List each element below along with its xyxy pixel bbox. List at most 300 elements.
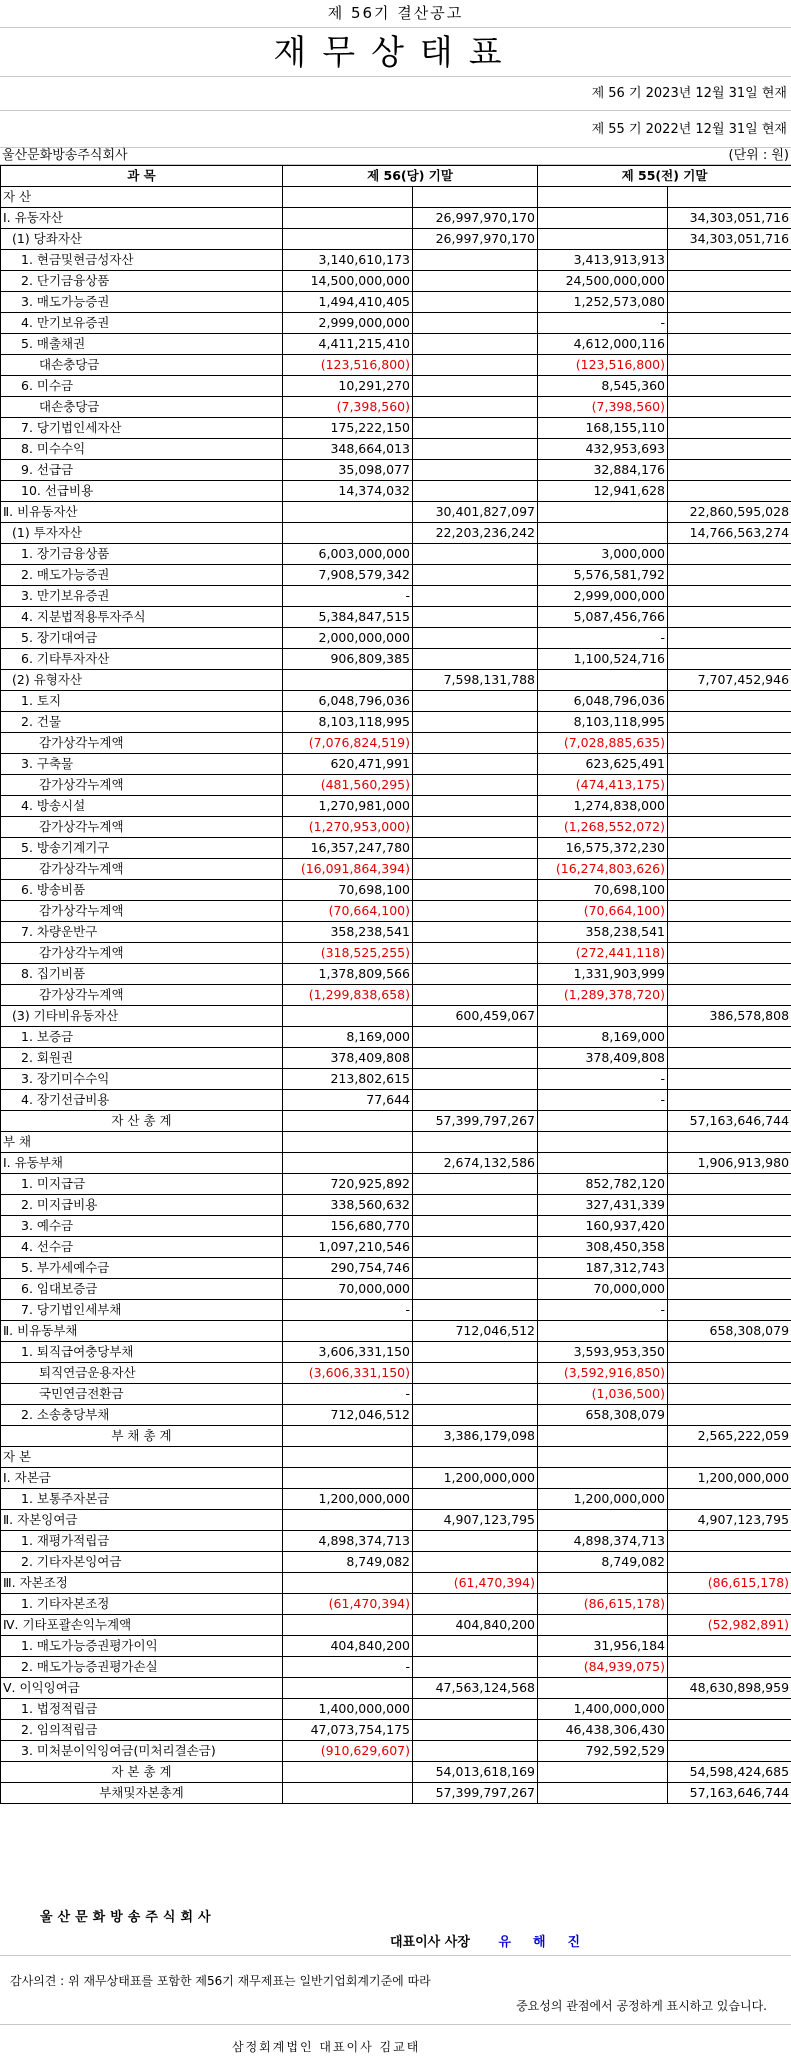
table-row <box>1 712 791 733</box>
amount-cell: 8,749,082 <box>283 1552 413 1573</box>
table-row <box>1 1552 791 1573</box>
amount-cell: - <box>538 1300 668 1321</box>
table-row <box>1 481 791 502</box>
amount-cell <box>413 1363 538 1384</box>
amount-cell: 3,386,179,098 <box>413 1426 538 1447</box>
amount-cell <box>413 922 538 943</box>
amount-cell: 386,578,808 <box>668 1006 791 1027</box>
account-cell: 1. 퇴직급여충당부채 <box>1 1342 283 1363</box>
amount-cell: (1,270,953,000) <box>283 817 413 838</box>
account-cell: 감가상각누계액 <box>1 733 283 754</box>
amount-cell <box>538 208 668 229</box>
amount-cell: 1,400,000,000 <box>538 1699 668 1720</box>
account-cell: 6. 방송비품 <box>1 880 283 901</box>
amount-cell <box>538 1132 668 1153</box>
account-cell: 10. 선급비용 <box>1 481 283 502</box>
table-row <box>1 1048 791 1069</box>
amount-cell: 14,766,563,274 <box>668 523 791 544</box>
amount-cell <box>668 1027 791 1048</box>
table-row <box>1 1741 791 1762</box>
account-cell: (1) 당좌자산 <box>1 229 283 250</box>
amount-cell: (61,470,394) <box>413 1573 538 1594</box>
amount-cell: (16,274,803,626) <box>538 859 668 880</box>
table-row <box>1 1090 791 1111</box>
account-cell: 3. 만기보유증권 <box>1 586 283 607</box>
amount-cell <box>668 712 791 733</box>
amount-cell <box>668 1552 791 1573</box>
amount-cell: 16,357,247,780 <box>283 838 413 859</box>
account-cell: 자 산 <box>1 187 283 208</box>
amount-cell <box>413 943 538 964</box>
account-cell: 5. 매출채권 <box>1 334 283 355</box>
amount-cell <box>668 586 791 607</box>
amount-cell: - <box>538 1090 668 1111</box>
amount-cell <box>413 1489 538 1510</box>
footer-divider-2 <box>0 2024 791 2025</box>
amount-cell <box>668 880 791 901</box>
account-cell: 7. 당기법인세자산 <box>1 418 283 439</box>
table-row <box>1 670 791 691</box>
amount-cell: 3,140,610,173 <box>283 250 413 271</box>
amount-cell <box>283 1153 413 1174</box>
table-row <box>1 1006 791 1027</box>
amount-cell: 1,378,809,566 <box>283 964 413 985</box>
amount-cell <box>668 1174 791 1195</box>
amount-cell: - <box>538 628 668 649</box>
amount-cell <box>668 1279 791 1300</box>
period-prior: 제 55 기 2022년 12월 31일 현재 <box>0 111 791 148</box>
audit-opinion-line1: 감사의견 : 위 재무상태표를 포함한 제56기 재무제표는 일반기업회계기준에 따라 <box>10 1974 431 1988</box>
amount-cell <box>668 1636 791 1657</box>
amount-cell: 658,308,079 <box>668 1321 791 1342</box>
amount-cell <box>538 187 668 208</box>
account-cell: Ⅰ. 유동부채 <box>1 1153 283 1174</box>
table-row <box>1 1720 791 1741</box>
amount-cell: 22,860,595,028 <box>668 502 791 523</box>
amount-cell: 2,565,222,059 <box>668 1426 791 1447</box>
amount-cell: (7,398,560) <box>538 397 668 418</box>
table-row <box>1 1762 791 1783</box>
table-row <box>1 229 791 250</box>
rep-name: 유해진 <box>498 1935 603 1950</box>
amount-cell <box>413 1741 538 1762</box>
amount-cell: 5,087,456,766 <box>538 607 668 628</box>
amount-cell: 4,612,000,116 <box>538 334 668 355</box>
amount-cell <box>283 1783 413 1804</box>
amount-cell <box>283 1615 413 1636</box>
table-row <box>1 1258 791 1279</box>
amount-cell <box>413 271 538 292</box>
amount-cell <box>668 397 791 418</box>
account-cell: 2. 매도가능증권평가손실 <box>1 1657 283 1678</box>
amount-cell <box>668 271 791 292</box>
amount-cell <box>413 1699 538 1720</box>
amount-cell: 432,953,693 <box>538 439 668 460</box>
amount-cell <box>668 1258 791 1279</box>
amount-cell: 77,644 <box>283 1090 413 1111</box>
account-cell: 5. 방송기계기구 <box>1 838 283 859</box>
amount-cell <box>283 187 413 208</box>
account-cell: 부채및자본총계 <box>1 1783 283 1804</box>
amount-cell: 26,997,970,170 <box>413 208 538 229</box>
table-row <box>1 187 791 208</box>
amount-cell <box>668 1048 791 1069</box>
account-cell: 4. 만기보유증권 <box>1 313 283 334</box>
account-cell: 5. 부가세예수금 <box>1 1258 283 1279</box>
amount-cell: (52,982,891) <box>668 1615 791 1636</box>
amount-cell: 2,674,132,586 <box>413 1153 538 1174</box>
account-cell: 1. 재평가적립금 <box>1 1531 283 1552</box>
amount-cell: 70,698,100 <box>283 880 413 901</box>
amount-cell: 2,999,000,000 <box>538 586 668 607</box>
amount-cell: 290,754,746 <box>283 1258 413 1279</box>
amount-cell: 792,592,529 <box>538 1741 668 1762</box>
table-row <box>1 859 791 880</box>
table-row <box>1 1657 791 1678</box>
amount-cell: 1,097,210,546 <box>283 1237 413 1258</box>
amount-cell <box>413 838 538 859</box>
amount-cell <box>538 229 668 250</box>
amount-cell <box>413 901 538 922</box>
amount-cell <box>668 1342 791 1363</box>
amount-cell: 47,563,124,568 <box>413 1678 538 1699</box>
amount-cell <box>538 1468 668 1489</box>
table-row <box>1 1699 791 1720</box>
table-row <box>1 1153 791 1174</box>
account-cell: Ⅱ. 비유동부채 <box>1 1321 283 1342</box>
amount-cell: 3,593,953,350 <box>538 1342 668 1363</box>
amount-cell: 7,598,131,788 <box>413 670 538 691</box>
table-row <box>1 439 791 460</box>
table-row <box>1 397 791 418</box>
amount-cell <box>413 985 538 1006</box>
amount-cell: 720,925,892 <box>283 1174 413 1195</box>
amount-cell <box>413 1195 538 1216</box>
amount-cell <box>668 1657 791 1678</box>
amount-cell <box>413 1300 538 1321</box>
table-row <box>1 754 791 775</box>
account-cell: 2. 임의적립금 <box>1 1720 283 1741</box>
amount-cell <box>283 523 413 544</box>
amount-cell: 70,000,000 <box>538 1279 668 1300</box>
amount-cell <box>413 1720 538 1741</box>
account-cell: 8. 미수수익 <box>1 439 283 460</box>
table-row <box>1 1531 791 1552</box>
amount-cell: 57,399,797,267 <box>413 1783 538 1804</box>
amount-cell <box>283 1111 413 1132</box>
amount-cell: - <box>283 1384 413 1405</box>
table-row <box>1 796 791 817</box>
amount-cell <box>668 250 791 271</box>
amount-cell: 24,500,000,000 <box>538 271 668 292</box>
table-row <box>1 1279 791 1300</box>
amount-cell: 34,303,051,716 <box>668 229 791 250</box>
account-cell: 8. 집기비품 <box>1 964 283 985</box>
amount-cell: (1,036,500) <box>538 1384 668 1405</box>
amount-cell: 3,606,331,150 <box>283 1342 413 1363</box>
amount-cell <box>668 1069 791 1090</box>
account-cell: Ⅱ. 비유동자산 <box>1 502 283 523</box>
amount-cell: 22,203,236,242 <box>413 523 538 544</box>
amount-cell: 8,103,118,995 <box>283 712 413 733</box>
amount-cell: 57,399,797,267 <box>413 1111 538 1132</box>
amount-cell: 6,048,796,036 <box>538 691 668 712</box>
unit-label: (단위 : 원) <box>728 148 789 163</box>
amount-cell <box>538 1678 668 1699</box>
amount-cell: (1,289,378,720) <box>538 985 668 1006</box>
amount-cell <box>413 1090 538 1111</box>
account-cell: 5. 장기대여금 <box>1 628 283 649</box>
amount-cell: (318,525,255) <box>283 943 413 964</box>
amount-cell: 4,898,374,713 <box>283 1531 413 1552</box>
amount-cell <box>413 544 538 565</box>
amount-cell <box>668 1363 791 1384</box>
amount-cell: 8,169,000 <box>283 1027 413 1048</box>
amount-cell <box>413 481 538 502</box>
amount-cell: (481,560,295) <box>283 775 413 796</box>
amount-cell <box>413 418 538 439</box>
table-row <box>1 1069 791 1090</box>
account-cell: 6. 미수금 <box>1 376 283 397</box>
table-row <box>1 649 791 670</box>
amount-cell: 620,471,991 <box>283 754 413 775</box>
amount-cell <box>413 880 538 901</box>
amount-cell <box>413 712 538 733</box>
table-row <box>1 565 791 586</box>
report-title: 재무상태표 <box>0 28 791 77</box>
amount-cell: 14,500,000,000 <box>283 271 413 292</box>
account-cell: 감가상각누계액 <box>1 859 283 880</box>
amount-cell: 70,698,100 <box>538 880 668 901</box>
amount-cell: 712,046,512 <box>413 1321 538 1342</box>
amount-cell <box>538 1006 668 1027</box>
amount-cell <box>668 460 791 481</box>
amount-cell: 712,046,512 <box>283 1405 413 1426</box>
amount-cell <box>538 1762 668 1783</box>
amount-cell: 358,238,541 <box>538 922 668 943</box>
amount-cell <box>668 859 791 880</box>
amount-cell: (70,664,100) <box>283 901 413 922</box>
amount-cell <box>413 1447 538 1468</box>
amount-cell: 852,782,120 <box>538 1174 668 1195</box>
amount-cell: (1,268,552,072) <box>538 817 668 838</box>
table-row <box>1 1678 791 1699</box>
amount-cell <box>668 943 791 964</box>
amount-cell <box>283 1510 413 1531</box>
amount-cell: 156,680,770 <box>283 1216 413 1237</box>
amount-cell <box>668 1720 791 1741</box>
table-row <box>1 733 791 754</box>
amount-cell: (7,076,824,519) <box>283 733 413 754</box>
amount-cell <box>668 1216 791 1237</box>
account-cell: 1. 토지 <box>1 691 283 712</box>
table-row <box>1 1216 791 1237</box>
account-cell: Ⅴ. 이익잉여금 <box>1 1678 283 1699</box>
balance-sheet-table <box>0 165 791 1804</box>
amount-cell <box>283 229 413 250</box>
table-row <box>1 1573 791 1594</box>
amount-cell: (16,091,864,394) <box>283 859 413 880</box>
amount-cell <box>668 838 791 859</box>
amount-cell <box>413 733 538 754</box>
amount-cell <box>413 292 538 313</box>
amount-cell: - <box>538 1069 668 1090</box>
account-cell: 1. 매도가능증권평가이익 <box>1 1636 283 1657</box>
account-cell: 1. 미지급금 <box>1 1174 283 1195</box>
amount-cell: 378,409,808 <box>538 1048 668 1069</box>
amount-cell <box>283 1678 413 1699</box>
amount-cell: 8,749,082 <box>538 1552 668 1573</box>
amount-cell <box>668 1090 791 1111</box>
company-unit-row <box>0 148 791 165</box>
amount-cell <box>668 628 791 649</box>
account-cell: (2) 유형자산 <box>1 670 283 691</box>
amount-cell <box>283 208 413 229</box>
footer-company: 울산문화방송주식회사 <box>40 1910 216 1925</box>
table-row <box>1 691 791 712</box>
amount-cell: (1,299,838,658) <box>283 985 413 1006</box>
amount-cell <box>413 1342 538 1363</box>
amount-cell <box>413 1657 538 1678</box>
col-account-header: 과 목 <box>1 166 283 187</box>
amount-cell <box>413 1216 538 1237</box>
amount-cell <box>413 1174 538 1195</box>
account-cell: 2. 미지급비용 <box>1 1195 283 1216</box>
amount-cell: 348,664,013 <box>283 439 413 460</box>
account-cell: 7. 당기법인세부채 <box>1 1300 283 1321</box>
amount-cell <box>668 292 791 313</box>
account-cell: 7. 차량운반구 <box>1 922 283 943</box>
amount-cell <box>413 1237 538 1258</box>
amount-cell <box>668 1489 791 1510</box>
amount-cell <box>413 586 538 607</box>
account-cell: Ⅰ. 유동자산 <box>1 208 283 229</box>
account-cell: 부 채 <box>1 1132 283 1153</box>
amount-cell <box>283 502 413 523</box>
amount-cell: 2,999,000,000 <box>283 313 413 334</box>
table-row <box>1 1237 791 1258</box>
amount-cell <box>668 691 791 712</box>
amount-cell: 47,073,754,175 <box>283 1720 413 1741</box>
table-row <box>1 1195 791 1216</box>
amount-cell <box>538 502 668 523</box>
amount-cell <box>668 439 791 460</box>
amount-cell: 1,200,000,000 <box>283 1489 413 1510</box>
amount-cell <box>413 187 538 208</box>
table-row <box>1 985 791 1006</box>
amount-cell: (3,592,916,850) <box>538 1363 668 1384</box>
amount-cell: 14,374,032 <box>283 481 413 502</box>
amount-cell <box>283 1573 413 1594</box>
table-row <box>1 901 791 922</box>
table-header <box>1 166 791 187</box>
amount-cell <box>413 565 538 586</box>
amount-cell <box>668 733 791 754</box>
table-row <box>1 355 791 376</box>
account-cell: 2. 단기금융상품 <box>1 271 283 292</box>
amount-cell: 12,941,628 <box>538 481 668 502</box>
account-cell: 감가상각누계액 <box>1 901 283 922</box>
account-cell: (1) 투자자산 <box>1 523 283 544</box>
amount-cell: 2,000,000,000 <box>283 628 413 649</box>
table-row <box>1 1321 791 1342</box>
period-current: 제 56 기 2023년 12월 31일 현재 <box>0 77 791 111</box>
table-row <box>1 1342 791 1363</box>
table-row <box>1 1132 791 1153</box>
account-cell: 감가상각누계액 <box>1 775 283 796</box>
amount-cell: 5,384,847,515 <box>283 607 413 628</box>
amount-cell: 175,222,150 <box>283 418 413 439</box>
amount-cell <box>283 1426 413 1447</box>
amount-cell: 4,898,374,713 <box>538 1531 668 1552</box>
amount-cell: 1,494,410,405 <box>283 292 413 313</box>
amount-cell <box>668 418 791 439</box>
amount-cell: 26,997,970,170 <box>413 229 538 250</box>
table-row <box>1 628 791 649</box>
table-row <box>1 208 791 229</box>
amount-cell: 10,291,270 <box>283 376 413 397</box>
amount-cell: 358,238,541 <box>283 922 413 943</box>
amount-cell: (910,629,607) <box>283 1741 413 1762</box>
table-row <box>1 1489 791 1510</box>
footer-representative <box>390 1931 602 1950</box>
balance-sheet-body <box>1 166 791 1804</box>
amount-cell: 1,400,000,000 <box>283 1699 413 1720</box>
amount-cell: 1,906,913,980 <box>668 1153 791 1174</box>
account-cell: 자 본 총 계 <box>1 1762 283 1783</box>
table-row <box>1 817 791 838</box>
amount-cell <box>413 1048 538 1069</box>
amount-cell: 6,003,000,000 <box>283 544 413 565</box>
amount-cell: - <box>283 1300 413 1321</box>
amount-cell <box>413 334 538 355</box>
amount-cell: 168,155,110 <box>538 418 668 439</box>
table-row <box>1 838 791 859</box>
amount-cell: 3,413,913,913 <box>538 250 668 271</box>
amount-cell <box>413 1069 538 1090</box>
table-row <box>1 460 791 481</box>
amount-cell: (70,664,100) <box>538 901 668 922</box>
amount-cell: 658,308,079 <box>538 1405 668 1426</box>
account-cell: 부 채 총 계 <box>1 1426 283 1447</box>
table-row <box>1 376 791 397</box>
amount-cell <box>668 313 791 334</box>
amount-cell: 16,575,372,230 <box>538 838 668 859</box>
table-row <box>1 922 791 943</box>
amount-cell <box>413 754 538 775</box>
amount-cell <box>538 1111 668 1132</box>
amount-cell <box>283 1468 413 1489</box>
amount-cell <box>538 1783 668 1804</box>
amount-cell <box>283 1006 413 1027</box>
amount-cell: 1,270,981,000 <box>283 796 413 817</box>
table-row <box>1 943 791 964</box>
account-cell: 3. 장기미수수익 <box>1 1069 283 1090</box>
amount-cell: 48,630,898,959 <box>668 1678 791 1699</box>
table-row <box>1 586 791 607</box>
amount-cell: 160,937,420 <box>538 1216 668 1237</box>
amount-cell: 4,907,123,795 <box>413 1510 538 1531</box>
table-row <box>1 1783 791 1804</box>
amount-cell <box>668 754 791 775</box>
company-name: 울산문화방송주식회사 <box>2 148 128 163</box>
amount-cell: 1,100,524,716 <box>538 649 668 670</box>
amount-cell <box>283 670 413 691</box>
amount-cell <box>413 796 538 817</box>
amount-cell: 8,169,000 <box>538 1027 668 1048</box>
amount-cell: 378,409,808 <box>283 1048 413 1069</box>
table-row <box>1 1510 791 1531</box>
